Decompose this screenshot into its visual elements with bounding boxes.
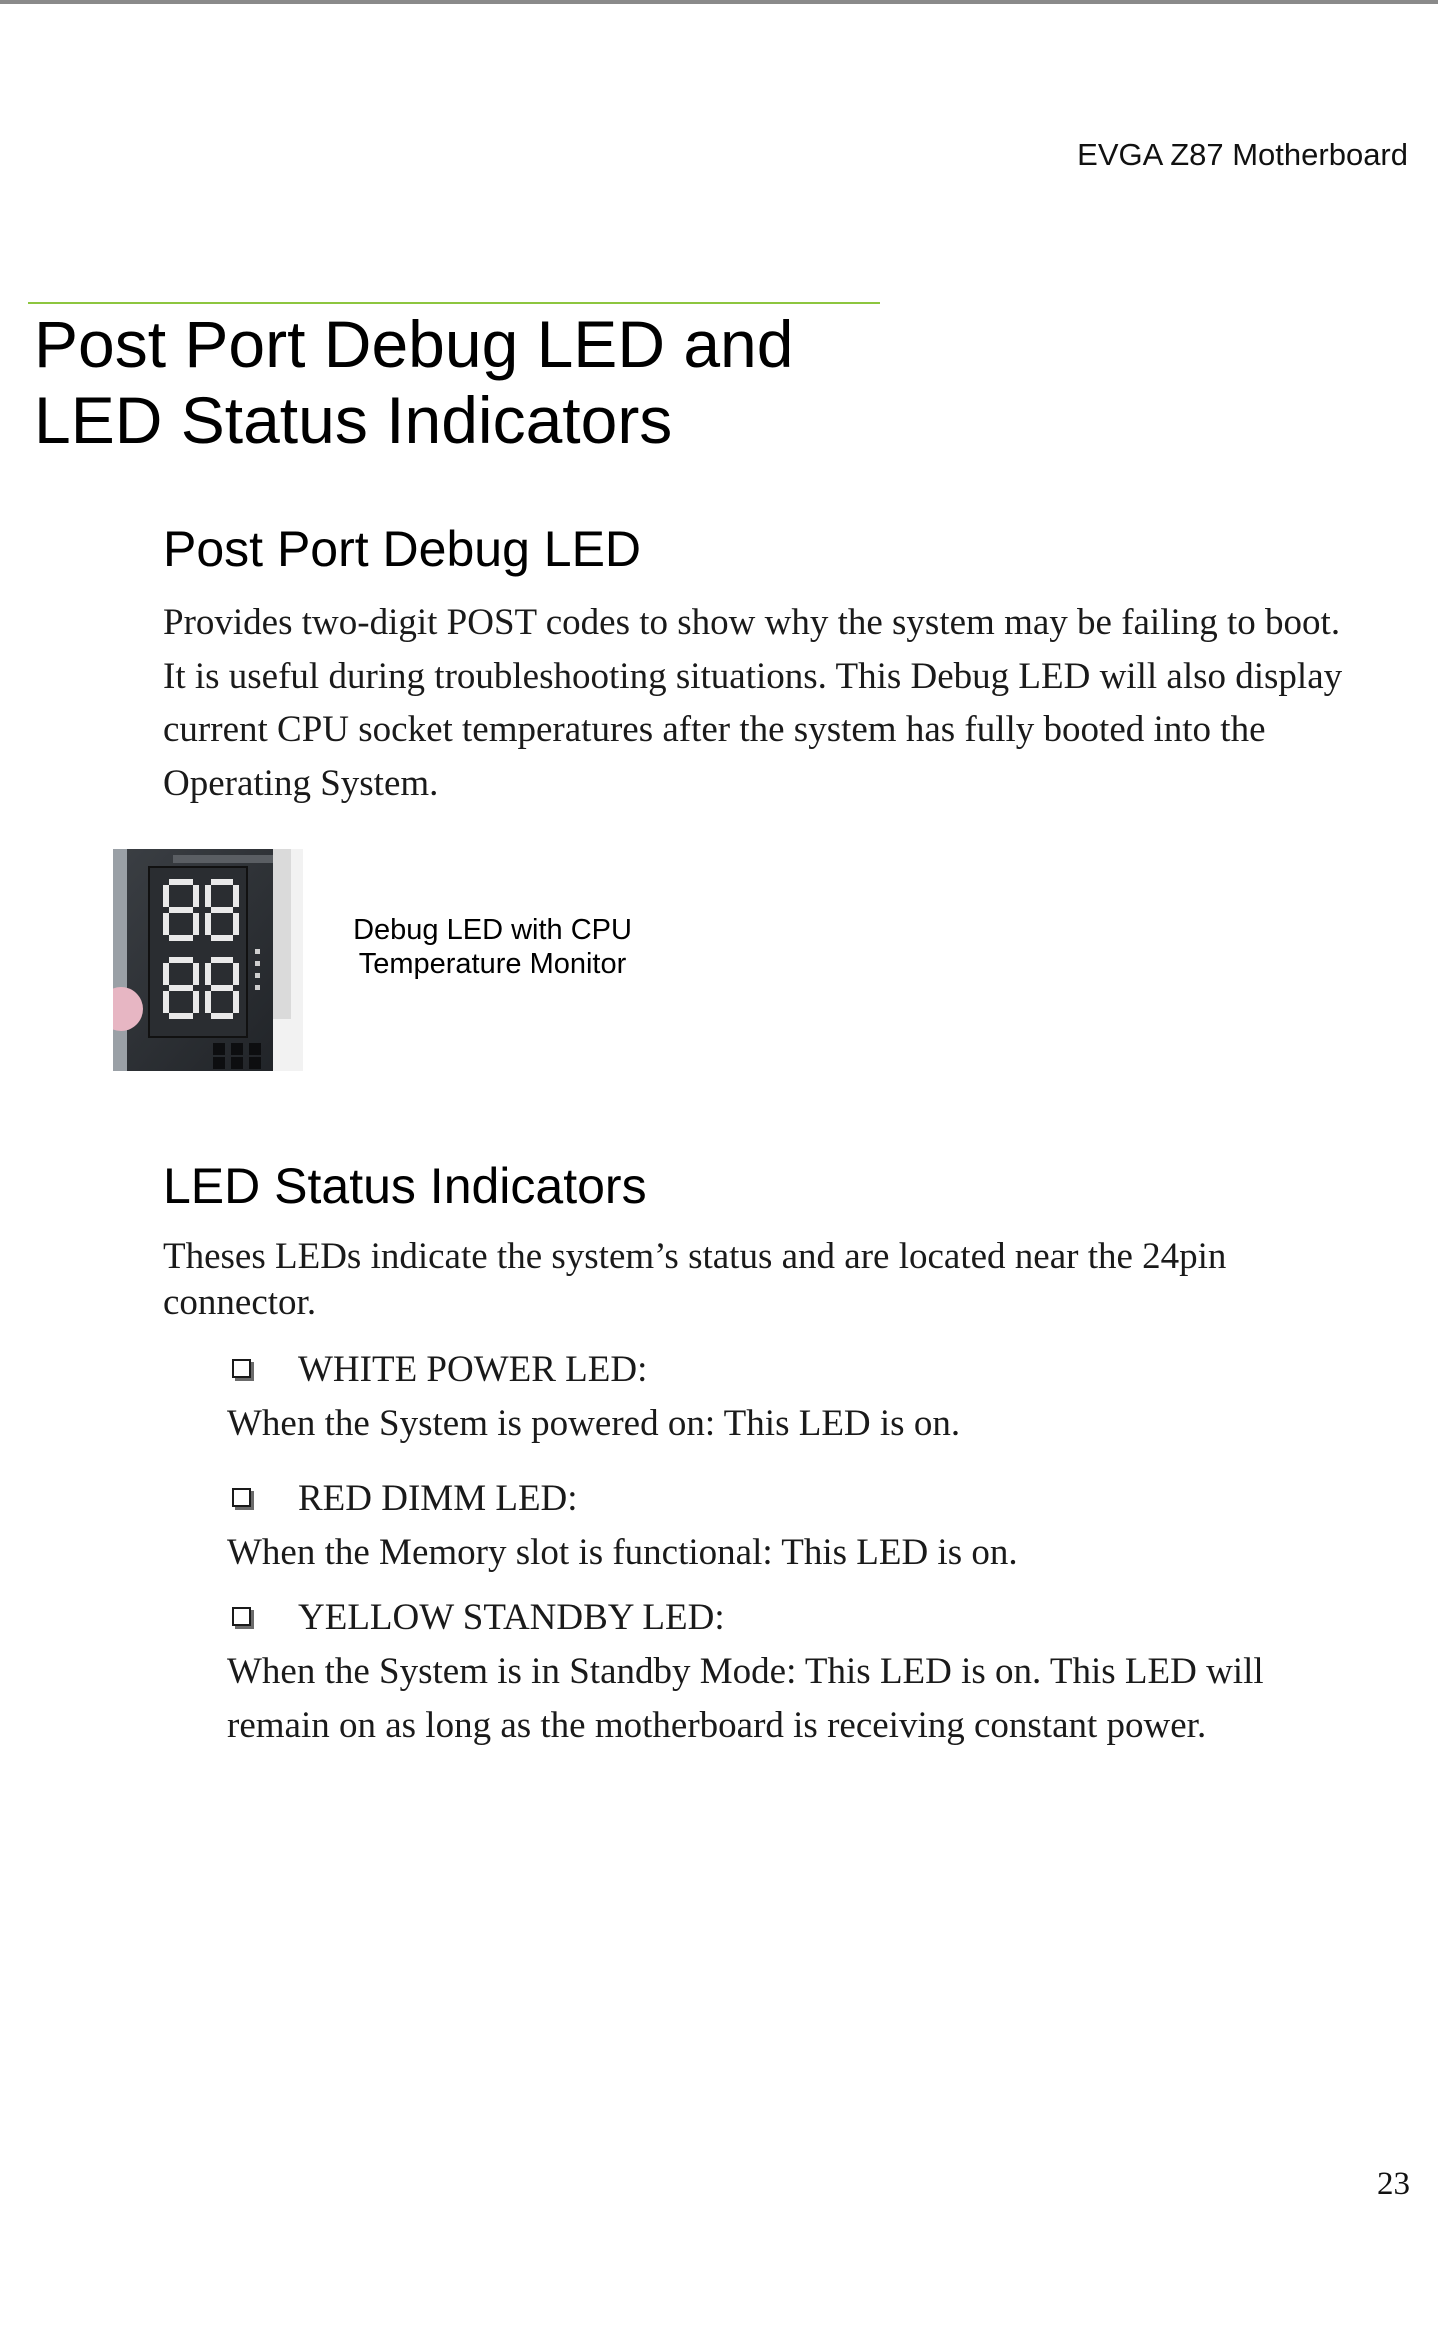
page-number: 23 xyxy=(1377,2166,1410,2202)
checkbox-bullet-icon xyxy=(232,1488,251,1507)
seven-segment-display xyxy=(149,867,260,1037)
led-status-intro xyxy=(163,1234,1403,1326)
title-rule xyxy=(28,302,880,304)
paragraph-line: Provides two-digit POST codes to show why the system may be failing to boot. xyxy=(163,602,1341,643)
caption-line-2: Temperature Monitor xyxy=(358,948,627,980)
yellow-standby-led-description xyxy=(227,1645,1397,1753)
chapter-title-line-1: Post Port Debug LED and xyxy=(34,307,794,381)
checkbox-bullet-icon xyxy=(232,1607,251,1626)
top-rule xyxy=(0,0,1438,4)
led-status-heading: LED Status Indicators xyxy=(163,1158,647,1214)
paragraph-line: It is useful during troubleshooting situations. This Debug LED will also display xyxy=(163,655,1343,697)
debug-led-paragraph xyxy=(163,596,1403,810)
chapter-title-line-2: LED Status Indicators xyxy=(34,383,673,457)
description-line: remain on as long as the motherboard is receiving constant power. xyxy=(227,1705,1207,1746)
description-line: When the System is in Standby Mode: This LED is on. This LED will xyxy=(227,1651,1264,1692)
debug-led-heading: Post Port Debug LED xyxy=(163,521,642,577)
intro-line: Theses LEDs indicate the system’s status and are located near the 24pin xyxy=(163,1236,1227,1277)
bullet-label: WHITE POWER LED: xyxy=(298,1349,648,1390)
red-dimm-led-description xyxy=(227,1526,1397,1580)
checkbox-bullet-icon xyxy=(232,1359,251,1378)
intro-line: connector. xyxy=(163,1282,317,1323)
paragraph-line: current CPU socket temperatures after the system has fully booted into the xyxy=(163,709,1266,750)
description-line: When the System is powered on: This LED is on. xyxy=(227,1403,961,1444)
paragraph-line: Operating System. xyxy=(163,762,439,804)
bullet-label: YELLOW STANDBY LED: xyxy=(298,1597,725,1638)
bullet-label: RED DIMM LED: xyxy=(298,1478,578,1519)
chapter-title xyxy=(34,306,1034,458)
running-header: EVGA Z87 Motherboard xyxy=(1077,137,1408,172)
caption-line-1: Debug LED with CPU xyxy=(353,914,632,946)
figure-caption xyxy=(300,913,685,981)
description-line: When the Memory slot is functional: This LED is on. xyxy=(227,1532,1018,1573)
white-power-led-description xyxy=(227,1397,1397,1451)
debug-led-photo xyxy=(113,849,303,1071)
